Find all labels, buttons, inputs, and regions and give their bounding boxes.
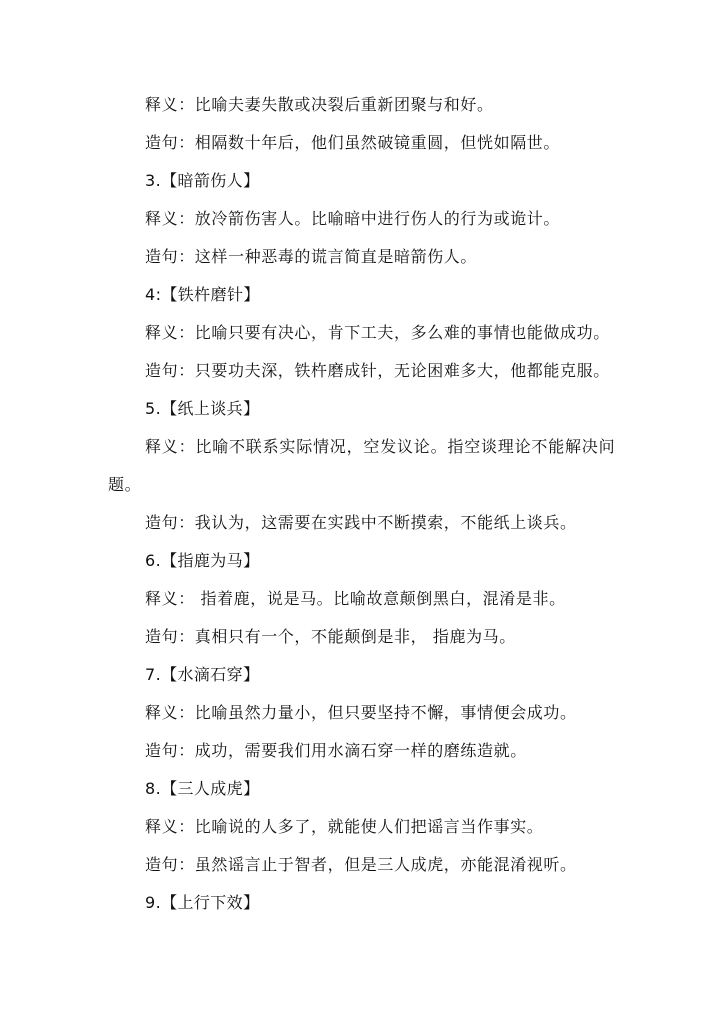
idiom-heading-5: 5.【纸上谈兵】 [145, 399, 260, 418]
example-sentence-line-7: 造句：成功，需要我们用水滴石穿一样的磨练造就。 [145, 741, 527, 760]
example-sentence-line-8: 造句：虽然谣言止于智者，但是三人成虎，亦能混淆视听。 [145, 855, 577, 874]
definition-line-8: 释义：比喻说的人多了，就能使人们把谣言当作事实。 [145, 817, 544, 836]
definition-line-7: 释义：比喻虽然力量小，但只要坚持不懈，事情便会成功。 [145, 703, 577, 722]
example-sentence-line-1: 造句：相隔数十年后，他们虽然破镜重圆，但恍如隔世。 [145, 133, 561, 152]
definition-line-5-continued: 题。 [108, 475, 142, 494]
idiom-heading-7: 7.【水滴石穿】 [145, 665, 260, 684]
definition-line-6: 释义： 指着鹿，说是马。比喻故意颠倒黑白，混淆是非。 [145, 589, 566, 608]
idiom-heading-4: 4:【铁杵磨针】 [145, 285, 260, 304]
example-sentence-line-5: 造句：我认为，这需要在实践中不断摸索，不能纸上谈兵。 [145, 513, 577, 532]
idiom-heading-6: 6.【指鹿为马】 [145, 551, 260, 570]
idiom-heading-8: 8.【三人成虎】 [145, 779, 260, 798]
example-sentence-line-3: 造句：这样一种恶毒的谎言简直是暗箭伤人。 [145, 247, 478, 266]
definition-line-3: 释义：放冷箭伤害人。比喻暗中进行伤人的行为或诡计。 [145, 209, 561, 228]
idiom-heading-9: 9.【上行下效】 [145, 893, 260, 912]
definition-line-5: 释义：比喻不联系实际情况，空发议论。指空谈理论不能解决问 [145, 437, 616, 456]
definition-line-1: 释义：比喻夫妻失散或决裂后重新团聚与和好。 [145, 95, 494, 114]
example-sentence-line-4: 造句：只要功夫深，铁杵磨成针，无论困难多大，他都能克服。 [145, 361, 610, 380]
example-sentence-line-6: 造句：真相只有一个，不能颠倒是非， 指鹿为马。 [145, 627, 516, 646]
definition-line-4: 释义：比喻只要有决心，肯下工夫，多么难的事情也能做成功。 [145, 323, 610, 342]
idiom-heading-3: 3.【暗箭伤人】 [145, 171, 260, 190]
